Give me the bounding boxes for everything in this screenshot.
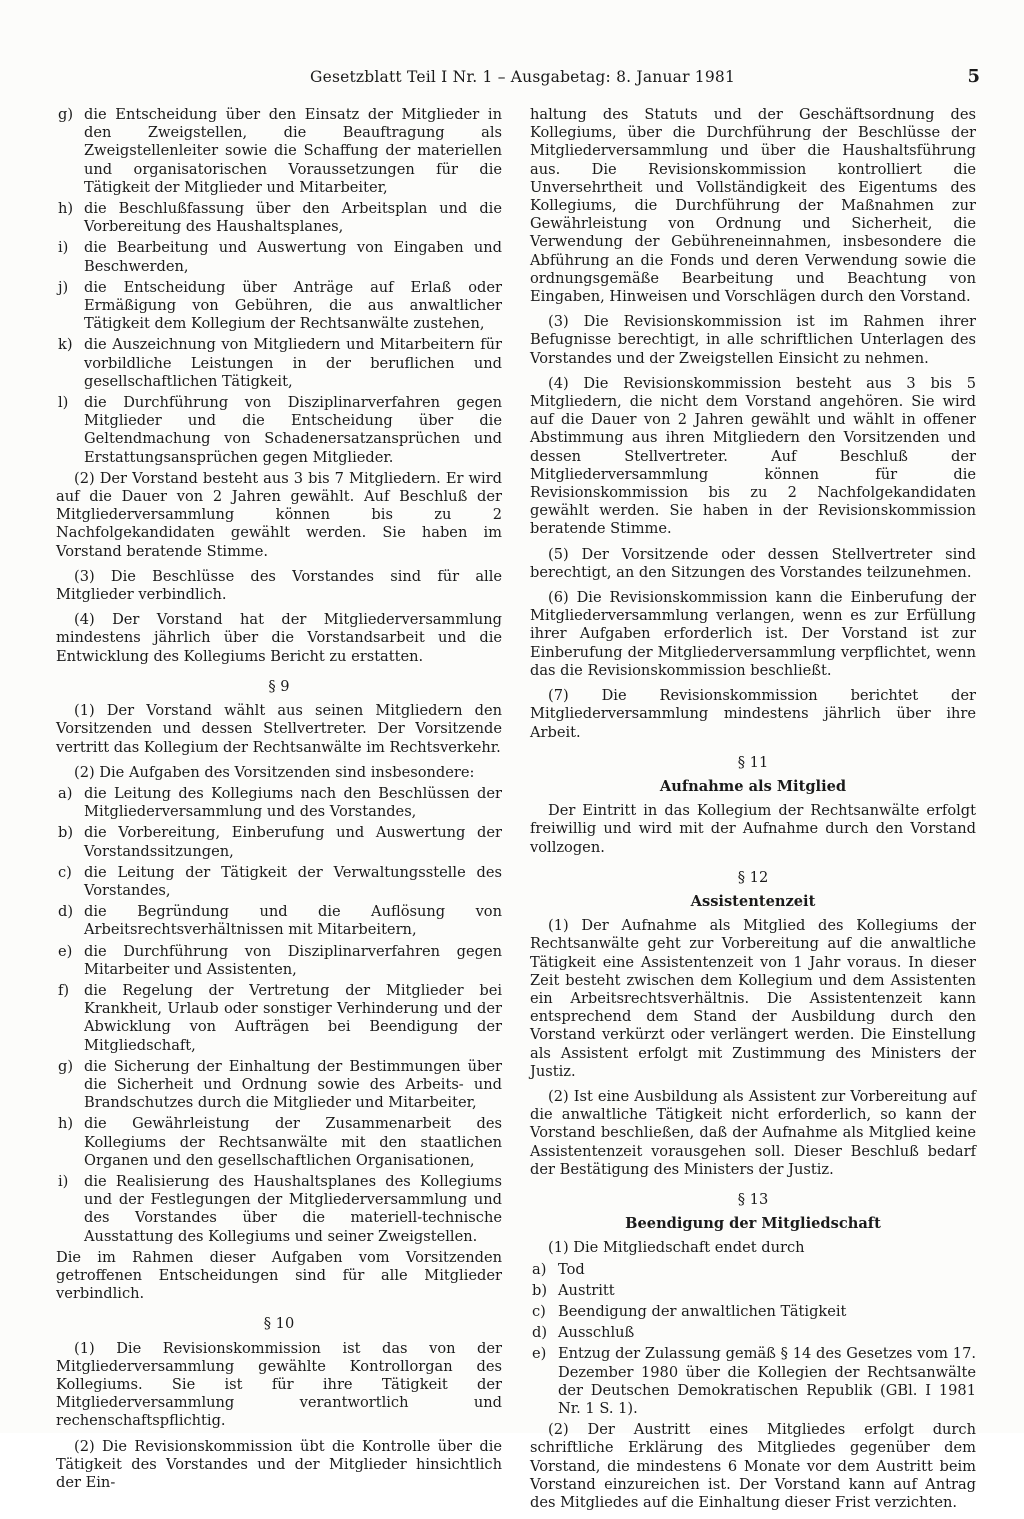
item-label: e) [532,1345,547,1363]
item-label: l) [58,394,69,412]
item-label: h) [58,1115,74,1133]
list-item [56,785,502,821]
left-column [56,106,502,1499]
section-heading: § 12 [737,868,769,886]
paragraph: Die im Rahmen dieser Aufgaben vom Vorsitzenden getroffenen Entscheidungen sind für alle Mitglieder verbindlich. [56,1248,502,1303]
paragraph: (2) Der Austritt eines Mitgliedes erfolgt durch schriftliche Erklärung des Mitgliedes gegenüber dem Vorstand, die mindestens 6 Monate vor dem Austritt beim Vorstand einzureichen ist. Der Vorstand kann auf Antrag des Mitgliedes auf die Einhaltung dieser Frist verzichten. [530,1421,976,1512]
paragraph: (2) Ist eine Ausbildung als Assistent zur Vorbereitung auf die anwaltliche Tätigkeit nicht erforderlich, so kann der Vorstand beschließen, daß der Aufnahme als Mitglied keine Assistentenzeit vorausgehen soll. Dieser Beschluß bedarf der Bestätigung des Ministers der Justiz. [530,1087,976,1178]
item-label: a) [58,784,73,802]
list-item [56,943,502,979]
list-item [56,200,502,236]
item-label: f) [58,981,70,999]
list-item [56,1173,502,1246]
item-label: h) [58,200,74,218]
item-text: die Durchführung von Disziplinarverfahren gegen Mitglieder und die Entscheidung über die Geltendmachung von Schadenersatzansprüchen und Erstattungsansprüchen gegen Mitglieder. [84,394,502,466]
paragraph: (3) Die Revisionskommission ist im Rahmen ihrer Befugnisse berechtigt, in alle schriftlichen Unterlagen des Vorstandes und der Zweigstellen Einsicht zu nehmen. [530,313,976,367]
list-item [530,1324,976,1342]
item-label: b) [58,824,74,842]
list-item [530,1303,976,1321]
list-item [56,1058,502,1113]
page-header [60,66,982,94]
item-list-c [530,1261,976,1419]
list-item [56,864,502,900]
item-text: die Beschlußfassung über den Arbeitsplan und die Vorbereitung des Haushaltsplanes, [84,200,502,236]
item-label: k) [58,336,73,354]
list-item [56,336,502,391]
item-text: die Realisierung des Haushaltsplanes des Kollegiums und der Festlegungen der Mitgliederversammlung und des Vorstandes über die materiell-technische Ausstattung des Kollegiums und seiner Zweigstellen. [84,1172,502,1245]
item-list-a [56,106,502,467]
item-label: c) [58,863,72,881]
section-title: Aufnahme als Mitglied [659,777,847,795]
paragraph: (2) Die Revisionskommission übt die Kontrolle über die Tätigkeit des Vorstandes und der Mitglieder hinsichtlich der Ein- [56,1437,502,1492]
item-text: Tod [558,1260,585,1278]
item-text: die Auszeichnung von Mitgliedern und Mitarbeitern für vorbildliche Leistungen in der beruflichen und gesellschaftlichen Tätigkeit, [84,336,502,390]
paragraph: (1) Der Vorstand wählt aus seinen Mitgliedern den Vorsitzenden und dessen Stellvertreter. Der Vorsitzende vertritt das Kollegium der Rechtsanwälte im Rechtsverkehr. [56,702,502,756]
paragraph: (4) Der Vorstand hat der Mitgliederversammlung mindestens jährlich über die Vorstandsarbeit und die Entwicklung des Kollegiums Bericht zu erstatten. [56,611,502,665]
item-text: die Vorbereitung, Einberufung und Auswertung der Vorstandssitzungen, [84,824,502,860]
paragraph: (2) Die Aufgaben des Vorsitzenden sind insbesondere: [74,763,475,781]
section-heading: § 13 [737,1190,769,1208]
paragraph: Der Eintritt in das Kollegium der Rechtsanwälte erfolgt freiwillig und wird mit der Aufnahme durch den Vorstand vollzogen. [530,802,976,856]
item-label: e) [58,942,73,960]
item-label: c) [532,1302,546,1320]
paragraph: (7) Die Revisionskommission berichtet der Mitgliederversammlung mindestens jährlich über ihre Arbeit. [530,687,976,741]
paragraph: (2) Der Vorstand besteht aus 3 bis 7 Mitgliedern. Er wird auf die Dauer von 2 Jahren gewählt. Auf Beschluß der Mitgliederversammlung können bis zu 2 Nachfolgekandidaten gewählt werden. Sie haben im Vorstand beratende Stimme. [56,469,502,560]
section-title: Beendigung der Mitgliedschaft [625,1215,881,1233]
header-title: Gesetzblatt Teil I Nr. 1 – Ausgabetag: 8. Januar 1981 [310,68,736,86]
paragraph: (3) Die Beschlüsse des Vorstandes sind für alle Mitglieder verbindlich. [56,567,502,604]
paragraph: (1) Der Aufnahme als Mitglied des Kollegiums der Rechtsanwälte geht zur Vorbereitung auf die anwaltliche Tätigkeit eine Assistentenzeit von 1 Jahr voraus. In dieser Zeit besteht zwischen dem Kollegium und dem Assistenten ein Arbeitsrechtsverhältnis. Die Assistentenzeit kann entsprechend dem Stand der Ausbildung durch den Vorstand verkürzt oder verlängert werden. Die Einstellung als Assistent erfolgt mit Zustimmung des Ministers der Justiz. [530,917,976,1080]
list-item [56,982,502,1055]
item-text: die Sicherung der Einhaltung der Bestimmungen über die Sicherheit und Ordnung sowie des Arbeits- und Brandschutzes durch die Mitglieder und Mitarbeiter, [84,1057,502,1112]
item-label: g) [58,1057,74,1075]
paragraph: (1) Die Revisionskommission ist das von der Mitgliederversammlung gewählte Kontrollorgan des Kollegiums. Sie ist für ihre Tätigkeit der Mitgliederversammlung verantwortlich und rechenschaftspflichtig. [56,1339,502,1430]
section-heading: § 11 [737,753,769,771]
item-text: die Bearbeitung und Auswertung von Eingaben und Beschwerden, [84,239,502,275]
item-text: die Entscheidung über den Einsatz der Mitglieder in den Zweigstellen, die Beauftragung als Zweigstellenleiter sowie die Schaffung der materiellen und organisatorischen Voraussetzungen für die Tätigkeit der Mitglieder und Mitarbeiter, [84,106,502,196]
list-item [56,903,502,939]
item-label: a) [532,1260,547,1278]
list-item [56,106,502,197]
item-text: die Leitung des Kollegiums nach den Beschlüssen der Mitgliederversammlung und des Vorstandes, [84,784,502,821]
list-item [56,279,502,334]
list-item [56,239,502,275]
item-label: d) [58,903,74,921]
list-item [56,824,502,860]
item-label: i) [58,239,69,257]
list-item [530,1261,976,1279]
section-heading: § 9 [268,677,290,695]
item-label: g) [58,106,74,123]
item-text: die Durchführung von Disziplinarverfahren gegen Mitarbeiter und Assistenten, [84,942,502,978]
list-item [530,1345,976,1418]
paragraph: (4) Die Revisionskommission besteht aus 3 bis 5 Mitgliedern, die nicht dem Vorstand angehören. Sie wird auf die Dauer von 2 Jahren gewählt und wählt in offener Abstimmung aus ihren Mitgliedern den Vorsitzenden und dessen Stellvertreter. Auf Beschluß der Mitgliederversammlung können für die Revisionskommission bis zu 2 Nachfolgekandidaten gewählt werden. Sie haben in der Revisionskommission beratende Stimme. [530,374,976,538]
item-text: die Begründung und die Auflösung von Arbeitsrechtsverhältnissen mit Mitarbeitern, [84,903,502,939]
item-text: Ausschluß [558,1324,635,1342]
paragraph: (6) Die Revisionskommission kann die Einberufung der Mitgliederversammlung verlangen, wenn es zur Erfüllung ihrer Aufgaben erforderlich ist. Der Vorstand ist zur Einberufung der Mitgliederversammlung verpflichtet, wenn das die Revisionskommission beschließt. [530,589,976,679]
item-label: j) [58,278,69,296]
right-column [530,106,976,1519]
item-text: die Entscheidung über Anträge auf Erlaß oder Ermäßigung von Gebühren, die aus anwaltlicher Tätigkeit dem Kollegium der Rechtsanwälte zustehen, [84,278,502,333]
paragraph: (1) Die Mitgliedschaft endet durch [548,1239,805,1257]
item-list-b [56,785,502,1246]
list-item [56,1115,502,1170]
paragraph: haltung des Statuts und der Geschäftsordnung des Kollegiums, über die Durchführung der Beschlüsse der Mitgliederversammlung und über die Haushaltsführung aus. Die Revisionskommission kontrolliert die Unversehrtheit und Vollständigkeit des Eigentums des Kollegiums, die Durchführung der Maßnahmen zur Gewährleistung von Ordnung und Sicherheit, die Verwendung der Gebühreneinnahmen, insbesondere die Abführung an die Fonds und deren Verwendung sowie die ordnungsgemäße Bearbeitung und Beachtung von Eingaben, Hinweisen und Vorschlägen durch den Vorstand. [530,106,976,306]
item-text: Austritt [558,1281,615,1299]
list-item [56,394,502,467]
page-number: 5 [967,66,980,87]
item-text: die Gewährleistung der Zusammenarbeit des Kollegiums der Rechtsanwälte mit den staatlichen Organen und den gesellschaftlichen Organisationen, [84,1115,502,1169]
item-text: die Leitung der Tätigkeit der Verwaltungsstelle des Vorstandes, [84,863,502,899]
list-item [530,1282,976,1300]
paragraph: (5) Der Vorsitzende oder dessen Stellvertreter sind berechtigt, an den Sitzungen des Vorstandes teilzunehmen. [530,545,976,581]
item-text: Beendigung der anwaltlichen Tätigkeit [558,1302,847,1320]
item-text: Entzug der Zulassung gemäß § 14 des Gesetzes vom 17. Dezember 1980 über die Kollegien der Rechtsanwälte der Deutschen Demokratischen Republik (GBl. I 1981 Nr. 1 S. 1). [558,1345,976,1417]
item-label: d) [532,1324,548,1342]
item-text: die Regelung der Vertretung der Mitglieder bei Krankheit, Urlaub oder sonstiger Verhinderung und der Abwicklung von Aufträgen bei Beendigung der Mitgliedschaft, [84,981,502,1054]
item-label: b) [532,1281,548,1299]
section-heading: § 10 [263,1315,295,1333]
item-label: i) [58,1172,69,1190]
section-title: Assistentenzeit [690,892,816,910]
